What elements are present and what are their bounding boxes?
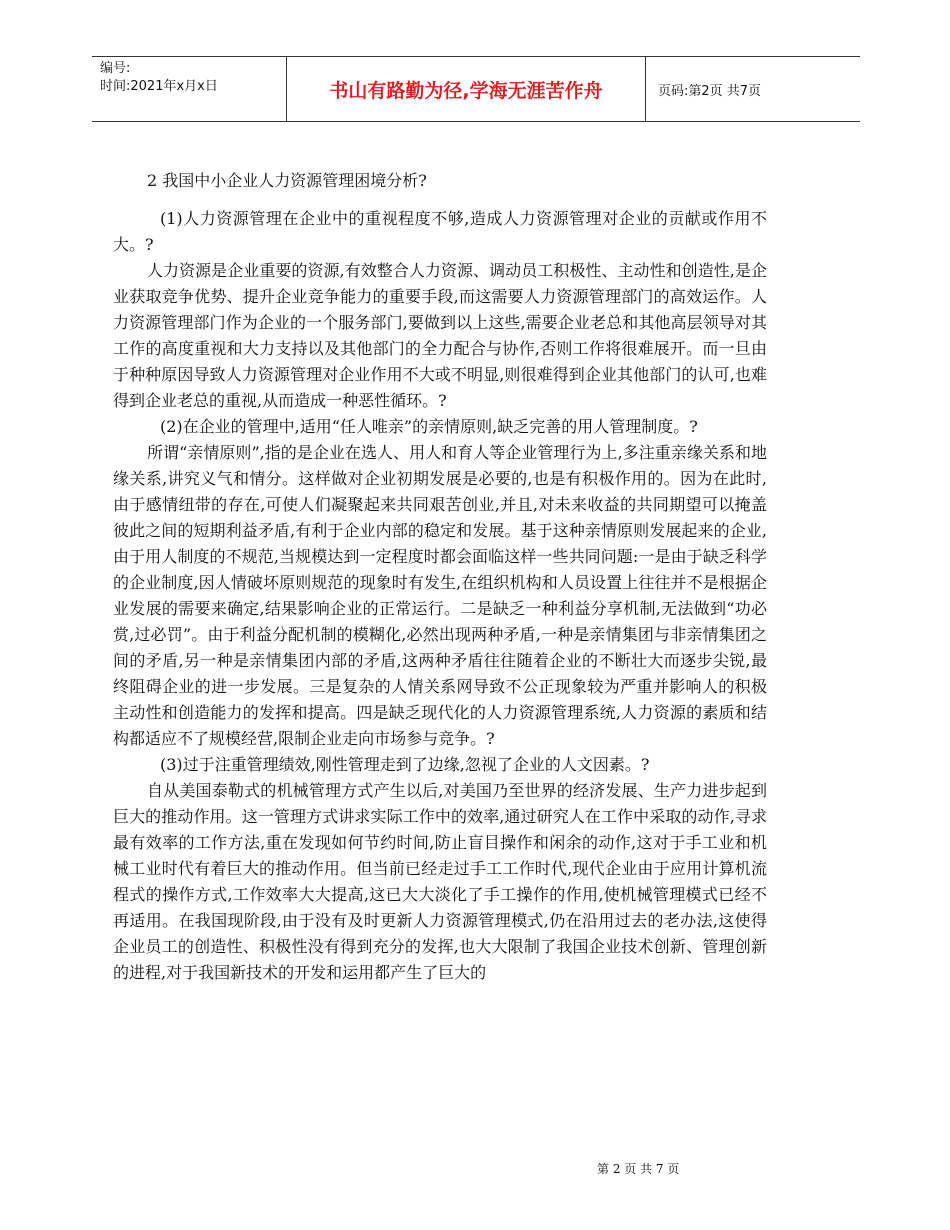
- header-meta: [100, 60, 218, 96]
- page-footer: 第 2 页 共 7 页: [597, 1162, 680, 1176]
- body-paragraph: 所谓“亲情原则”,指的是企业在选人、用人和育人等企业管理行为上,多注重亲缘关系和地缘关系,讲究义气和情分。这样做对企业初期发展是必要的,也是有积极作用的。因为在此时,由于感情纽带的存在,可使人们凝聚起来共同艰苦创业,并且,对未来收益的共同期望可以掩盖彼此之间的短期利益矛盾,有利于企业内部的稳定和发展。基于这种亲情原则发展起来的企业,由于用人制度的不规范,当规模达到一定程度时都会面临这样一些共同问题:一是由于缺乏科学的企业制度,因人情破坏原则规范的现象时有发生,在组织机构和人员设置上往往并不是根据企业发展的需要来确定,结果影响企业的正常运行。二是缺乏一种利益分享机制,无法做到“功必赏,过必罚”。由于利益分配机制的模糊化,必然出现两种矛盾,一种是亲情集团与非亲情集团之间的矛盾,另一种是亲情集团内部的矛盾,这两种矛盾往往随着企业的不断壮大而逐步尖锐,最终阻碍企业的进一步发展。三是复杂的人情关系网导致不公正现象较为严重并影响人的积极主动性和创造能力的发挥和提高。四是缺乏现代化的人力资源管理系统,人力资源的素质和结构都适应不了规模经营,限制企业走向市场参与竞争。?: [113, 443, 767, 748]
- subheading: (3)过于注重管理绩效,刚性管理走到了边缘,忽视了企业的人文因素。?: [160, 755, 650, 774]
- header-motto-cell: [286, 57, 646, 121]
- body-paragraph: 人力资源是企业重要的资源,有效整合人力资源、调动员工积极性、主动性和创造性,是企业获取竞争优势、提升企业竞争能力的重要手段,而这需要人力资源管理部门的高效运作。人力资源管理部门作为企业的一个服务部门,要做到以上这些,需要企业老总和其他高层领导对其工作的高度重视和大力支持以及其他部门的全力配合与协作,否则工作将很难展开。而一旦由于种种原因导致人力资源管理对企业作用不大或不明显,则很难得到企业其他部门的认可,也难得到企业老总的重视,从而造成一种恶性循环。?: [113, 261, 767, 410]
- body-paragraph: 自从美国泰勒式的机械管理方式产生以后,对美国乃至世界的经济发展、生产力进步起到巨大的推动作用。这一管理方式讲求实际工作中的效率,通过研究人在工作中采取的动作,寻求最有效率的工作方法,重在发现如何节约时间,防止盲目操作和闲余的动作,这对于手工业和机械工业时代有着巨大的推动作用。但当前已经走过手工工作时代,现代企业由于应用计算机流程式的操作方式,工作效率大大提高,这已大大淡化了手工操作的作用,使机械管理模式已经不再适用。在我国现阶段,由于没有及时更新人力资源管理模式,仍在沿用过去的老办法,这使得企业员工的创造性、积极性没有得到充分的发挥,也大大限制了我国企业技术创新、管理创新的进程,对于我国新技术的开发和运用都产生了巨大的: [113, 781, 767, 982]
- document-number-label: 编号:: [100, 61, 131, 76]
- header-page-number: 页码:第2页 共7页: [658, 83, 762, 99]
- subheading: (2)在企业的管理中,适用“任人唯亲”的亲情原则,缺乏完善的用人管理制度。?: [160, 417, 698, 436]
- document-body: [113, 168, 767, 986]
- section-title: 2 我国中小企业人力资源管理困境分析?: [147, 171, 427, 190]
- page-header: [92, 56, 860, 122]
- subheading: (1)人力资源管理在企业中的重视程度不够,造成人力资源管理对企业的贡献或作用不大。?: [113, 209, 767, 254]
- document-time-label: 时间:2021年x月x日: [100, 79, 218, 94]
- header-motto: 书山有路勤为径,学海无涯苦作舟: [329, 79, 603, 102]
